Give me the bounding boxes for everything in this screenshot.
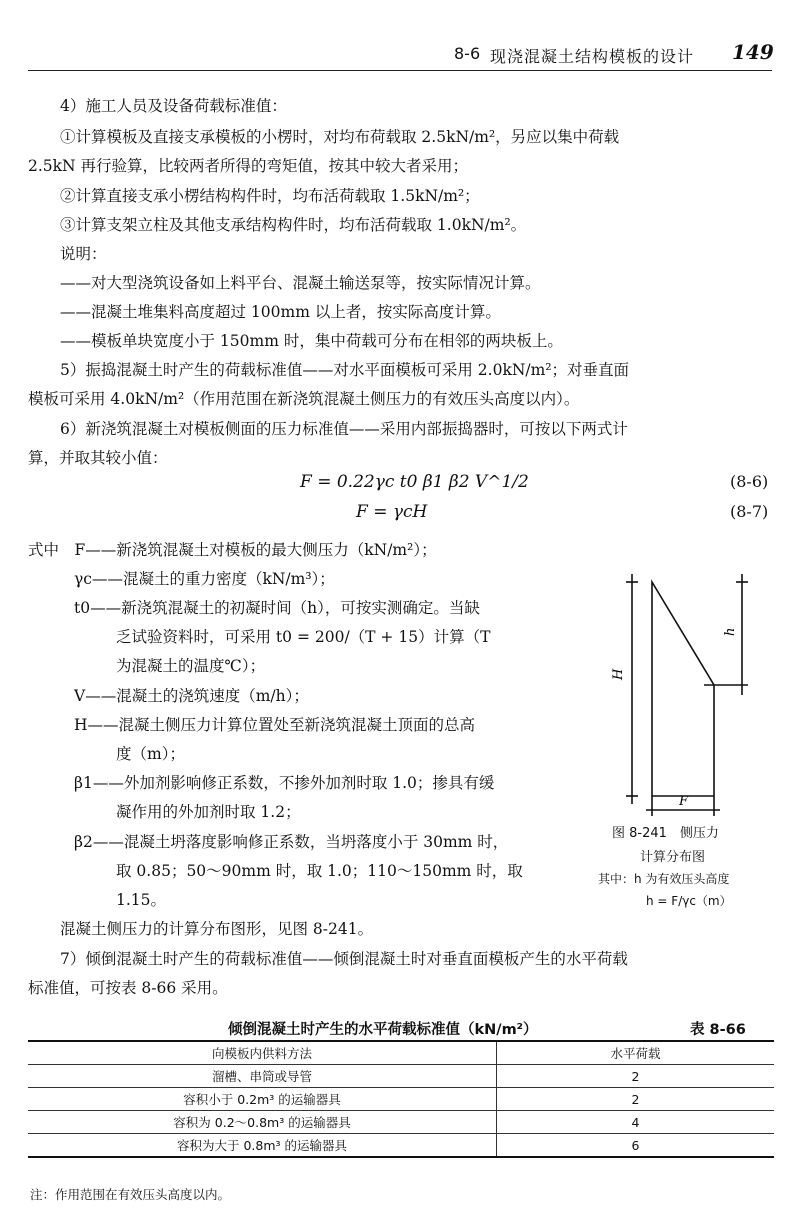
text-line: 6）新浇筑混凝土对模板侧面的压力标准值——采用内部振捣器时，可按以下两式计 (60, 420, 628, 438)
section-number: 8-6 (454, 44, 481, 63)
label-h: h (723, 627, 738, 636)
text-line: 混凝土侧压力的计算分布图形，见图 8-241。 (60, 920, 374, 938)
equation-number: (8-6) (730, 472, 769, 491)
figure-caption-1: 图 8-241 侧压力 (612, 826, 719, 841)
horizontal-load-table (28, 1040, 774, 1158)
text-line: β2——混凝土坍落度影响修正系数，当坍落度小于 30mm 时， (74, 833, 509, 851)
formula-1: F = 0.22γc t0 β1 β2 V^1/2 (300, 472, 529, 492)
page-header (28, 38, 772, 71)
table-number: 表 8-66 (690, 1022, 746, 1038)
header-load: 水平荷载 (497, 1041, 775, 1065)
cell-method: 容积为大于 0.8m³ 的运输器具 (28, 1134, 497, 1158)
table-caption: 倾倒混凝土时产生的水平荷载标准值（kN/m²） (228, 1022, 538, 1038)
text-line: ①计算模板及直接支承模板的小楞时，对均布荷载取 2.5kN/m²，另应以集中荷载 (60, 128, 620, 146)
label-H: H (611, 668, 626, 680)
table-row (28, 1134, 774, 1158)
table-row (28, 1111, 774, 1134)
text-line: β1——外加剂影响修正系数，不掺外加剂时取 1.0；掺具有缓 (74, 774, 495, 792)
text-line: V——混凝土的浇筑速度（m/h）； (74, 687, 309, 705)
text-line: γc——混凝土的重力密度（kN/m³）； (74, 570, 335, 588)
cell-method: 容积为 0.2～0.8m³ 的运输器具 (28, 1111, 497, 1134)
cell-method: 溜槽、串筒或导管 (28, 1065, 497, 1088)
header-method: 向模板内供料方法 (28, 1041, 497, 1065)
text-line: 凝作用的外加剂时取 1.2； (116, 803, 301, 821)
page-number: 149 (732, 40, 774, 64)
text-line: 度（m）； (116, 745, 185, 763)
text-line: H——混凝土侧压力计算位置处至新浇筑混凝土顶面的总高 (74, 716, 476, 734)
text-line: ——对大型浇筑设备如上料平台、混凝土输送泵等，按实际情况计算。 (60, 274, 541, 292)
cell-load: 6 (497, 1134, 775, 1158)
pressure-profile (652, 582, 714, 796)
table-header-row (28, 1041, 774, 1065)
text-line: ③计算支架立柱及其他支承结构构件时，均布活荷载取 1.0kN/m²。 (60, 216, 527, 234)
table-note: 注：作用范围在有效压头高度以内。 (30, 1187, 231, 1202)
text-line: 式中 F——新浇筑混凝土对模板的最大侧压力（kN/m²）； (28, 541, 437, 559)
text-line: 为混凝土的温度℃）； (116, 657, 266, 675)
text-line: 取 0.85；50～90mm 时，取 1.0；110～150mm 时，取 (116, 862, 523, 880)
cell-load: 2 (497, 1088, 775, 1111)
cell-method: 容积小于 0.2m³ 的运输器具 (28, 1088, 497, 1111)
text-line: 乏试验资料时，可采用 t0 = 200/（T + 15）计算（T (116, 628, 491, 646)
text-line: t0——新浇筑混凝土的初凝时间（h），可按实测确定。当缺 (74, 599, 480, 617)
section-title: 现浇混凝土结构模板的设计 (490, 47, 695, 66)
text-line: 5）振捣混凝土时产生的荷载标准值——对水平面模板可采用 2.0kN/m²；对垂直面 (60, 361, 630, 379)
cell-load: 2 (497, 1065, 775, 1088)
equation-number: (8-7) (730, 502, 769, 521)
table-row (28, 1088, 774, 1111)
formula-2: F = γcH (356, 502, 428, 522)
text-line: 标准值，可按表 8-66 采用。 (28, 979, 228, 997)
text-line: 算，并取其较小值： (28, 449, 168, 467)
table-row (28, 1065, 774, 1088)
text-line: 1.15。 (116, 891, 167, 909)
figure-caption-2: 计算分布图 (640, 850, 706, 865)
text-line: 7）倾倒混凝土时产生的荷载标准值——倾倒混凝土时对垂直面模板产生的水平荷载 (60, 950, 628, 968)
side-pressure-diagram (592, 560, 782, 820)
cell-load: 4 (497, 1111, 775, 1134)
text-line: 模板可采用 4.0kN/m²（作用范围在新浇筑混凝土侧压力的有效压头高度以内）。 (28, 390, 580, 408)
text-line: 2.5kN 再行验算，比较两者所得的弯矩值，按其中较大者采用； (28, 157, 469, 175)
text-line: ②计算直接支承小楞结构构件时，均布活荷载取 1.5kN/m²； (60, 187, 480, 205)
label-F: F (679, 794, 689, 809)
figure-caption-3: 其中：h 为有效压头高度 (598, 872, 730, 886)
text-line: ——模板单块宽度小于 150mm 时，集中荷载可分布在相邻的两块板上。 (60, 332, 563, 350)
figure-caption-4: h = F/γc（m） (646, 894, 732, 908)
text-line: ——混凝土堆集料高度超过 100mm 以上者，按实际高度计算。 (60, 303, 501, 321)
text-line: 4）施工人员及设备荷载标准值： (60, 97, 287, 115)
text-line: 说明： (60, 245, 107, 263)
